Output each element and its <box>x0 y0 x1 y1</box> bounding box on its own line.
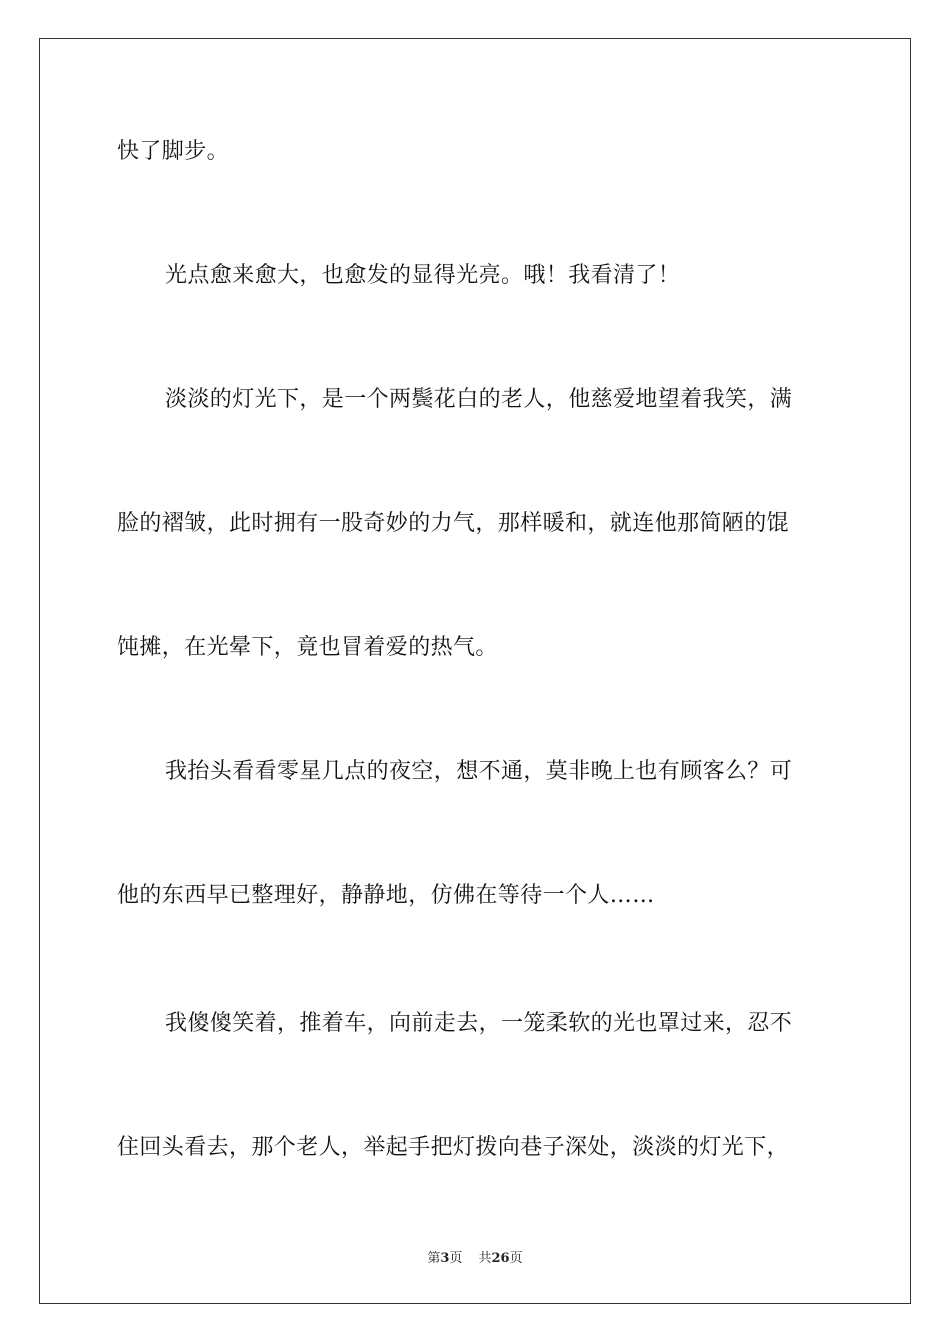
text-line-7: 他的东西早已整理好，静静地，仿佛在等待一个人…… <box>117 883 655 908</box>
page-footer <box>0 1247 950 1266</box>
total-suffix: 页 <box>509 1251 523 1266</box>
page-prefix: 第 <box>427 1251 441 1266</box>
text-line-6: 我抬头看看零星几点的夜空，想不通，莫非晚上也有顾客么？可 <box>165 759 793 784</box>
text-line-2: 光点愈来愈大，也愈发的显得光亮。哦！我看清了！ <box>165 263 681 288</box>
text-line-3: 淡淡的灯光下，是一个两鬓花白的老人，他慈爱地望着我笑，满 <box>165 387 793 412</box>
page-number: 3 <box>440 1251 450 1266</box>
page-border <box>39 38 911 1304</box>
total-prefix: 共 <box>478 1251 492 1266</box>
text-line-4: 脸的褶皱，此时拥有一股奇妙的力气，那样暖和，就连他那简陋的馄 <box>117 511 790 536</box>
total-pages: 26 <box>491 1251 510 1266</box>
text-line-8: 我傻傻笑着，推着车，向前走去，一笼柔软的光也罩过来，忍不 <box>165 1011 793 1036</box>
page-suffix: 页 <box>449 1251 463 1266</box>
text-line-9: 住回头看去，那个老人，举起手把灯拨向巷子深处，淡淡的灯光下， <box>117 1135 790 1160</box>
text-line-5: 饨摊，在光晕下，竟也冒着爱的热气。 <box>117 635 498 660</box>
text-line-1: 快了脚步。 <box>117 139 230 164</box>
